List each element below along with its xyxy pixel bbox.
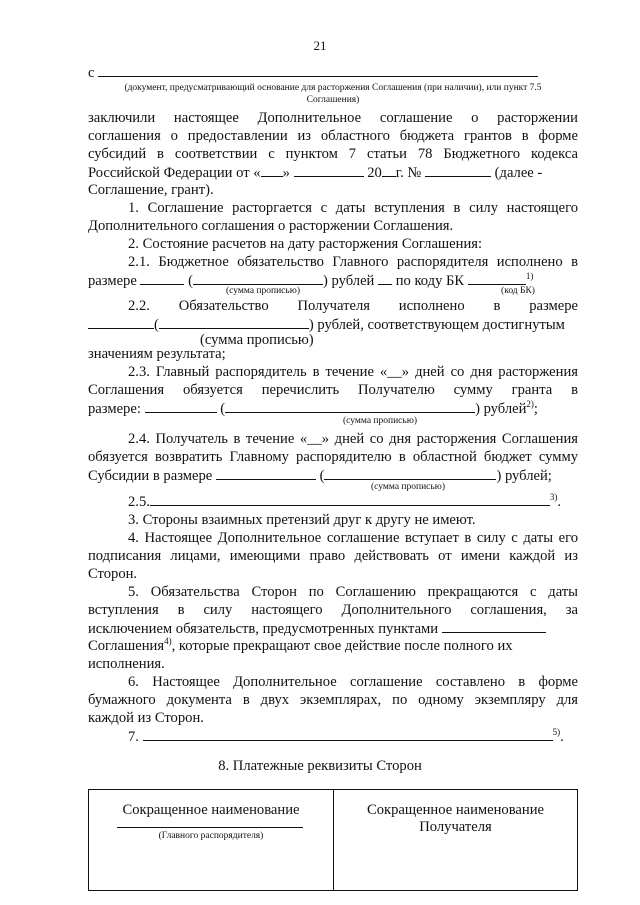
recipient-title-1: Сокращенное наименование (366, 802, 545, 818)
p21-caption-sum: (сумма прописью) (226, 286, 300, 296)
p22-caption-sum: (сумма прописью) (200, 332, 314, 348)
recipient-title-2: Получателя (419, 819, 492, 835)
p22-num: 2.2. (128, 298, 150, 314)
page-number: 21 (313, 38, 327, 53)
p21-line-1: 2.1. Бюджетное обязательство Главного распорядителя исполнено в (128, 254, 578, 270)
p1-line-1: 1. Соглашение расторгается с даты вступления в силу настоящего (128, 200, 578, 216)
header-caption-2: Соглашения) (306, 95, 360, 105)
p7-end: . (560, 729, 564, 745)
payment-details-table (88, 789, 578, 891)
intro-line-4 (88, 164, 578, 182)
p23-end: ; (533, 401, 538, 417)
p22-w3: исполнено (398, 298, 465, 314)
p22-paren-open: ( (154, 317, 159, 333)
p24-line-2: обязуется возвратить Главному распорядителю в областной бюджет сумму (88, 449, 578, 465)
p22-line-3: значениям результата; (88, 346, 226, 362)
main-manager-caption: (Главного распорядителя) (158, 831, 264, 841)
p3-line-1: 3. Стороны взаимных претензий друг к другу не имеют. (128, 512, 476, 528)
p21-note: 1) (525, 271, 534, 282)
p22-words-blank (159, 316, 309, 329)
p21-caption-code: (код БК) (501, 286, 535, 296)
p22-amount-blank (88, 316, 154, 329)
p24-caption-sum: (сумма прописью) (371, 482, 445, 492)
intro-number: г. № (395, 165, 422, 181)
p5-line-1: 5. Обязательства Сторон по Соглашению прекращаются с даты (128, 584, 578, 600)
p23-size: размере: (88, 401, 141, 417)
p25-blank (150, 493, 550, 506)
p25-note: 3) (549, 492, 558, 503)
p22-line-2 (88, 316, 578, 334)
p1-line-2: Дополнительного соглашения о расторжении Соглашения. (88, 218, 454, 234)
intro-line-2: соглашения о предоставлении из областного бюджета грантов в форме (88, 128, 578, 144)
p23-caption-sum: (сумма прописью) (343, 416, 417, 426)
intro-line-5: Соглашение, грант). (88, 182, 214, 198)
intro-from: Российской Федерации от « (88, 165, 261, 181)
p21-size: размере (88, 273, 137, 289)
p25-line (88, 493, 578, 511)
main-manager-title: Сокращенное наименование (122, 802, 300, 818)
p7-line (88, 728, 578, 746)
p5-line-4 (88, 638, 578, 655)
p5-note: 4) (164, 636, 172, 647)
p5-line-2: вступления в силу настоящего Дополнительного соглашения, за (88, 602, 578, 618)
p21-code-blank (468, 272, 526, 285)
p24-paren-open: ( (319, 468, 325, 484)
p23-line-1: 2.3. Главный распорядитель в течение «__» дней со дня расторжения (128, 364, 578, 380)
p6-line-3: каждой из Сторон. (88, 710, 204, 726)
day-blank (261, 164, 283, 177)
p22-rest: ) рублей, соответствующем достигнутым (308, 317, 565, 333)
p21-by-code: по коду БК (395, 273, 465, 289)
p22-w2: Получателя (297, 298, 370, 314)
p25-num: 2.5. (128, 494, 150, 510)
p23-rubles: ) рублей (475, 401, 527, 417)
main-manager-name-blank (117, 827, 303, 828)
p24-words-blank (324, 467, 496, 480)
p24-amount-blank (216, 467, 316, 480)
header-prefix: с (88, 65, 95, 81)
p22-w1: Обязательство (178, 298, 269, 314)
recipient-cell (334, 790, 578, 891)
agreement-number-blank (425, 164, 491, 177)
p23-amount-blank (145, 400, 217, 413)
p7-num: 7. (128, 729, 139, 745)
p4-line-1: 4. Настоящее Дополнительное соглашение вступает в силу с даты его (128, 530, 578, 546)
section-8-title: 8. Платежные реквизиты Сторон (218, 758, 422, 774)
p23-note: 2) (526, 399, 534, 410)
p5-text: исключением обязательств, предусмотренных пунктами (88, 621, 439, 637)
p23-paren-open: ( (220, 401, 226, 417)
p24-size: Субсидии в размере (88, 468, 213, 484)
p7-blank (143, 728, 553, 741)
year-blank (382, 164, 396, 177)
p21-rubles: ) рублей (323, 273, 375, 289)
p22-line-1 (88, 298, 578, 315)
p5-agreement: Соглашения (88, 638, 165, 654)
p21-words-blank (193, 272, 323, 285)
p22-w4: в (493, 298, 501, 314)
p5-text-2: , которые прекращают свое действие после полного их (171, 638, 513, 654)
intro-line-1: заключили настоящее Дополнительное соглашение о расторжении (88, 110, 578, 126)
p24-line-3 (88, 467, 578, 485)
p2-line-1: 2. Состояние расчетов на дату расторжения Соглашения: (128, 236, 483, 252)
p25-end: . (557, 494, 562, 510)
header-line (88, 64, 578, 82)
main-manager-cell (89, 790, 334, 891)
p5-points-blank (442, 620, 546, 633)
p23-line-2: Соглашения обязуется перечислить Получателю сумму гранта в (88, 382, 578, 398)
p23-words-blank (225, 400, 475, 413)
p5-line-5: исполнения. (88, 656, 165, 672)
p21-paren-open: ( (188, 273, 194, 289)
p4-line-3: Сторон. (88, 566, 138, 582)
p4-line-2: подписания лицами, имеющими право действовать от имени каждой из (88, 548, 578, 564)
p24-rubles: ) рублей; (496, 468, 552, 484)
p7-note: 5) (552, 727, 561, 738)
intro-quote: » (282, 165, 290, 181)
header-caption-1: (документ, предусматривающий основание для расторжения Соглашения (при наличии), или пункт 7.5 (124, 83, 542, 93)
basis-blank (98, 64, 538, 77)
p24-line-1: 2.4. Получатель в течение «__» дней со дня расторжения Соглашения (128, 431, 578, 447)
month-blank (294, 164, 364, 177)
p5-line-3 (88, 620, 578, 638)
p6-line-1: 6. Настоящее Дополнительное соглашение составлено в форме (128, 674, 578, 690)
p6-line-2: бумажного документа в двух экземплярах, по одному экземпляру для (88, 692, 578, 708)
p22-w5: размере (529, 298, 579, 314)
intro-hereinafter: (далее - (494, 165, 543, 181)
p21-amount-blank (140, 272, 184, 285)
intro-year: 20 (367, 165, 382, 181)
p21-kopeck-blank (378, 272, 392, 285)
intro-line-3: субсидий в соответствии с пунктом 7 статьи 78 Бюджетного кодекса (88, 146, 578, 162)
